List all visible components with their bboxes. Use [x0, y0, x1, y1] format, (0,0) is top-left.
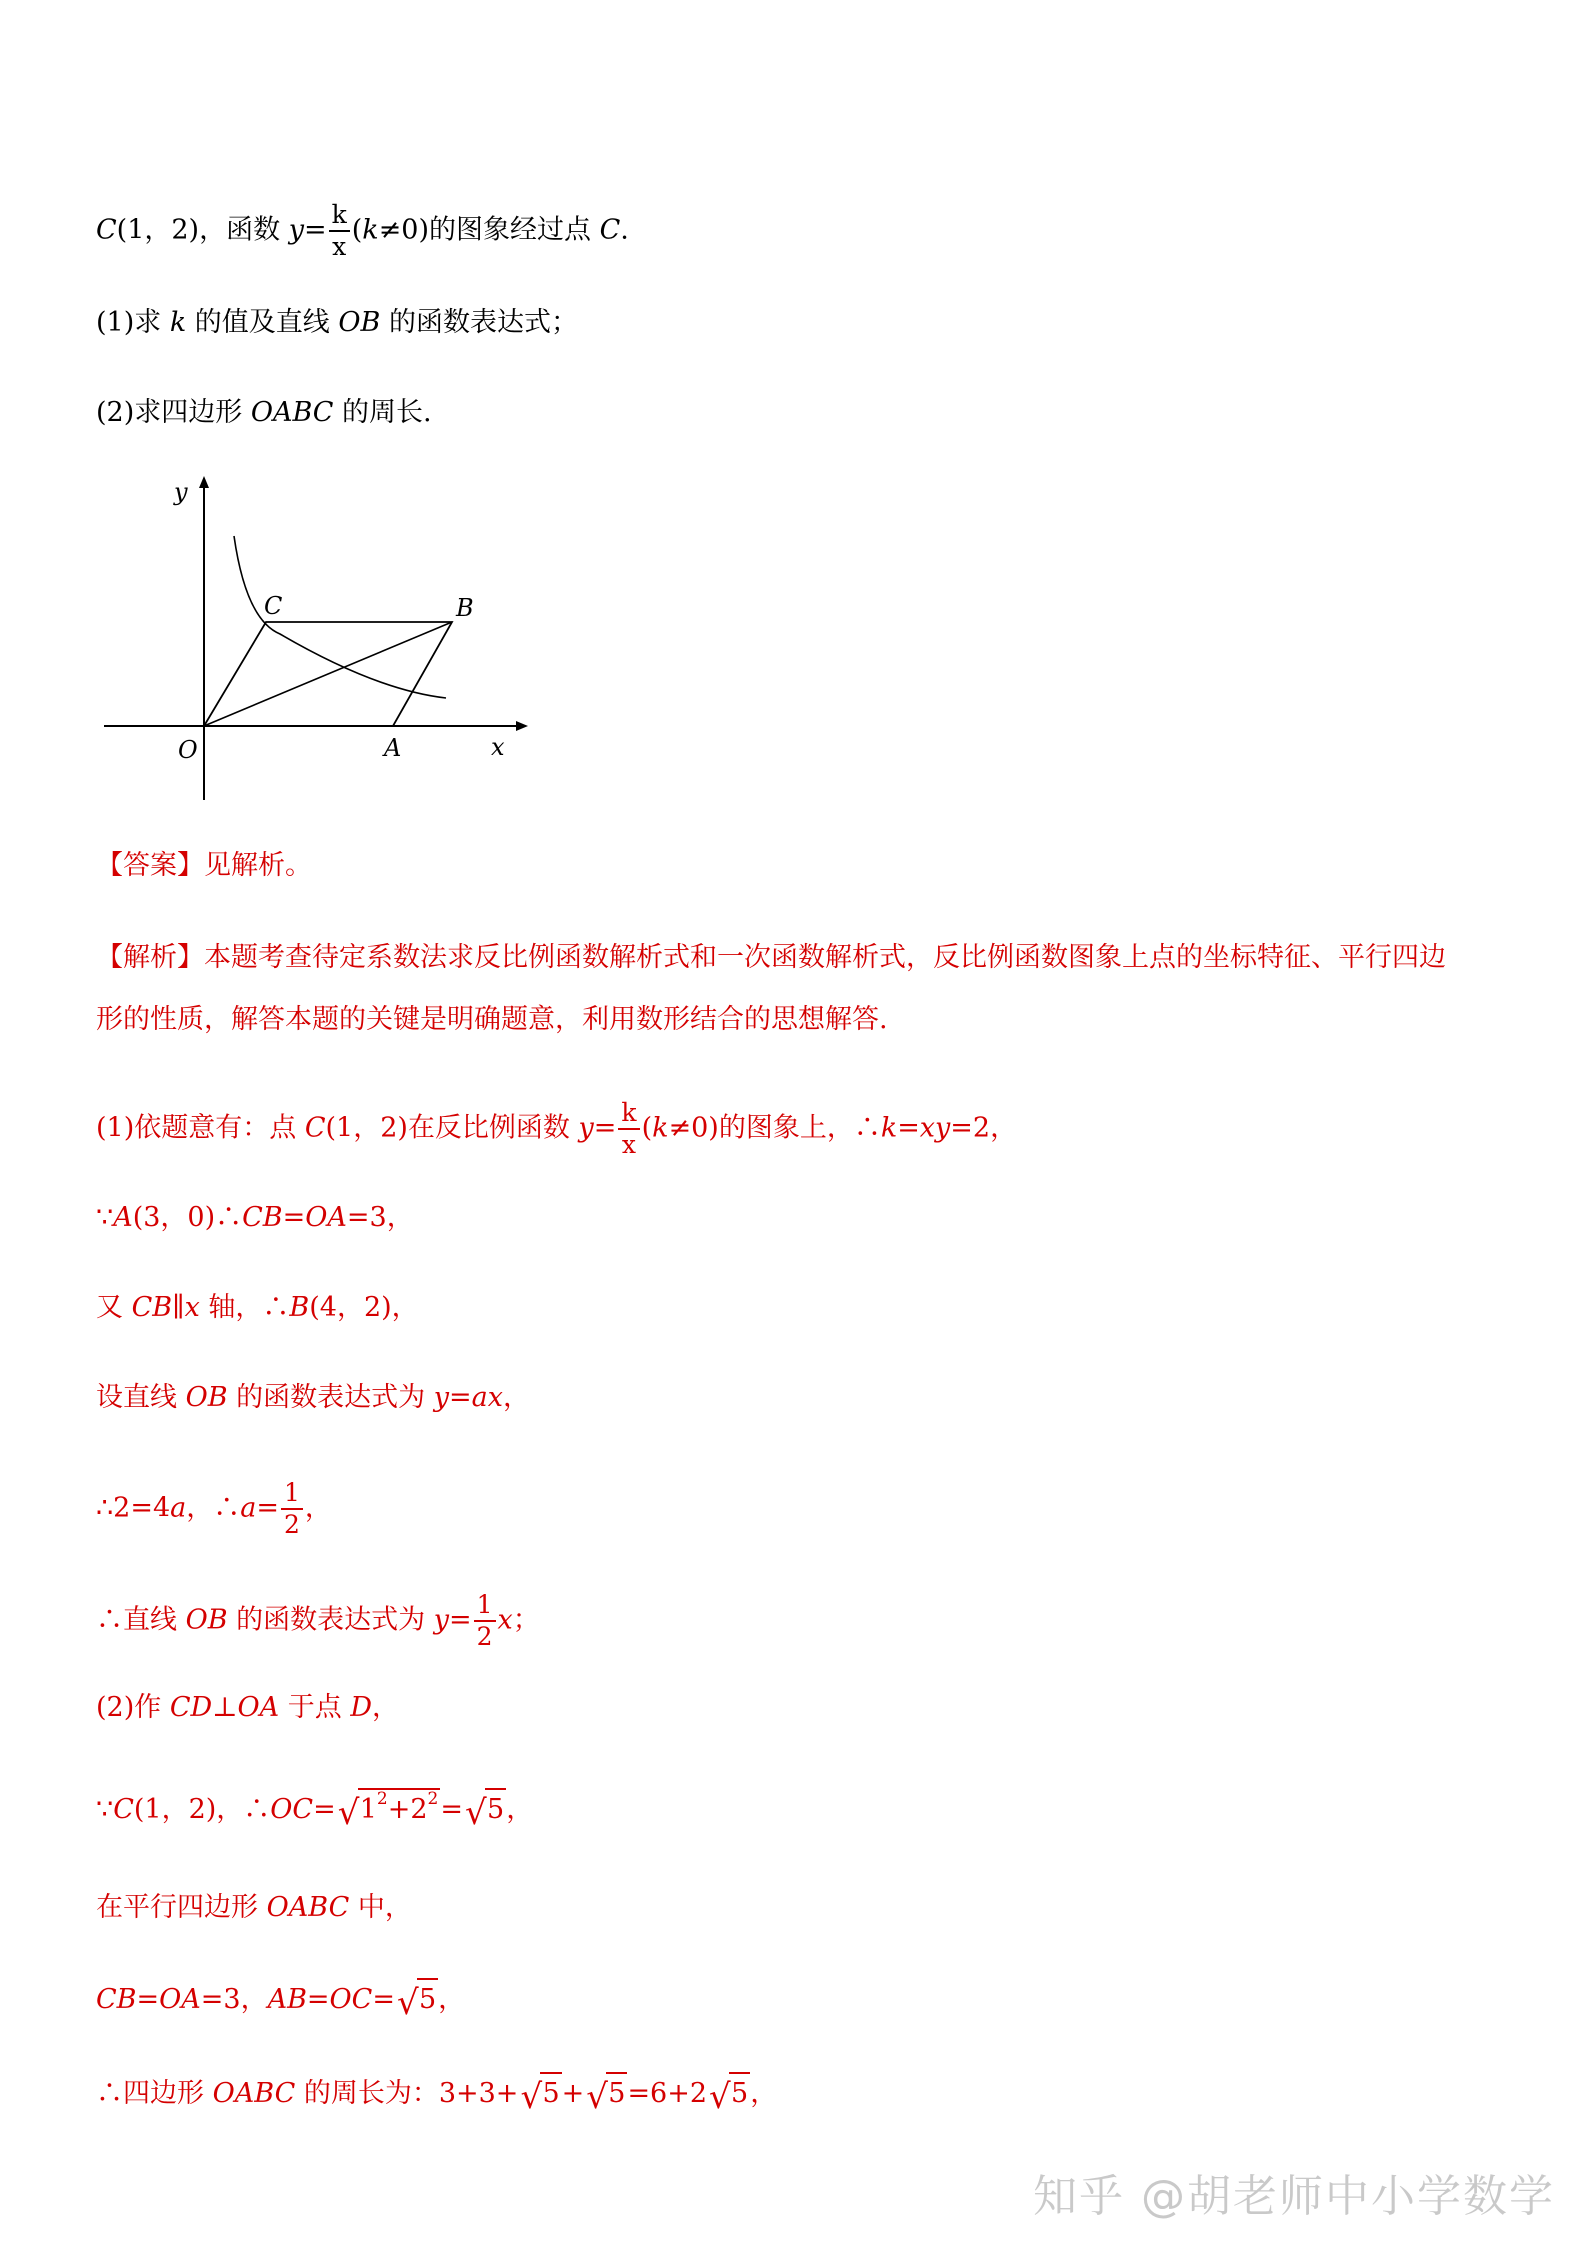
radical-sign: √: [520, 2077, 543, 2117]
text: y=: [433, 1382, 472, 1413]
sqrt-5: [586, 2072, 627, 2117]
radical-sign: √: [337, 1793, 360, 1833]
point-b-label: B: [456, 594, 474, 622]
text: ∥: [172, 1292, 185, 1323]
text: OC: [329, 1984, 373, 2015]
analysis-text-1: 本题考查待定系数法求反比例函数解析式和一次函数解析式，反比例函数图象上点的坐标特征、平行四边: [204, 942, 1446, 973]
text: OABC: [250, 397, 334, 428]
radicand: 5: [417, 1978, 438, 2020]
text: k: [362, 214, 379, 246]
text: CB: [242, 1202, 283, 1233]
fraction-denominator: x: [621, 1130, 637, 1159]
exponent: 2: [427, 1789, 439, 1809]
analysis-line-2: [96, 1000, 888, 1040]
text: y=: [578, 1112, 617, 1144]
solution-step-5: [96, 1478, 332, 1540]
text: a: [170, 1492, 187, 1524]
text: 1: [359, 1794, 377, 1825]
text: k=xy: [880, 1112, 951, 1144]
text: ≠0)的图象经过点: [378, 214, 600, 246]
watermark: 知乎 @胡老师中小学数学: [1033, 2171, 1555, 2222]
text: 在平行四边形: [96, 1892, 267, 1923]
text: (2)求四边形: [96, 397, 251, 428]
text: a: [240, 1492, 257, 1524]
text: CB: [96, 1984, 137, 2015]
text: OABC: [212, 2078, 296, 2109]
text: OC: [270, 1794, 314, 1825]
text: y=: [433, 1604, 472, 1636]
text: ∵: [96, 1202, 114, 1233]
analysis-text-2: 形的性质，解答本题的关键是明确题意，利用数形结合的思想解答.: [96, 1004, 888, 1035]
point-a-label: A: [384, 734, 402, 762]
text: k: [652, 1112, 669, 1144]
text: 3+3+: [438, 2078, 519, 2109]
fraction-denominator: x: [332, 232, 347, 261]
analysis-tag: 【解析】: [96, 942, 204, 973]
fraction-denominator: 2: [284, 1510, 300, 1539]
text: OB: [185, 1604, 228, 1636]
fraction-numerator: k: [329, 200, 350, 232]
solution-step-3: [96, 1288, 419, 1328]
text: 的函数表达式；: [380, 307, 578, 338]
radical-sign: √: [586, 2077, 608, 2117]
text: ，: [372, 1692, 400, 1723]
text: =: [440, 1794, 463, 1825]
text: ，: [750, 2078, 778, 2109]
text: =3，: [200, 1984, 268, 2015]
text: (3，0)∴: [132, 1202, 243, 1233]
sqrt-5: [709, 2072, 750, 2117]
answer-text: 见解析。: [204, 850, 312, 881]
problem-line-1: [96, 200, 629, 262]
text: x: [497, 1604, 513, 1636]
text: AB: [267, 1984, 307, 2015]
answer-line: [96, 846, 312, 886]
point-label: C: [96, 214, 117, 246]
answer-tag: 【答案】: [96, 850, 204, 881]
fraction-k-over-x: [618, 1098, 639, 1160]
y-axis-label: y: [174, 478, 188, 506]
text: =: [372, 1984, 395, 2015]
analysis-line-1: [96, 938, 1446, 978]
fraction-denominator: 2: [476, 1622, 493, 1651]
text: OA: [237, 1692, 280, 1723]
text: (1，2)，∴: [133, 1794, 271, 1825]
text: =6+2: [627, 2078, 708, 2109]
text: 设直线: [96, 1382, 186, 1413]
text: 轴，∴: [199, 1292, 290, 1323]
solution-step-11: [96, 2072, 778, 2117]
text: (: [641, 1112, 653, 1144]
text: +: [561, 2078, 585, 2109]
text: (1)依题意有：点: [96, 1112, 305, 1144]
fraction-one-half: [474, 1590, 496, 1652]
text: ax: [471, 1382, 503, 1413]
text: OABC: [266, 1892, 350, 1923]
text: 的值及直线: [186, 307, 339, 338]
radical-sign: √: [465, 1793, 487, 1833]
text: OB: [185, 1382, 228, 1413]
text: (4，2)，: [309, 1292, 419, 1323]
text: ⊥: [212, 1692, 238, 1723]
fraction-numerator: k: [618, 1098, 639, 1130]
text: 于点: [279, 1692, 351, 1723]
text: =3，: [346, 1202, 414, 1233]
text: (1，2)在反比例函数: [325, 1112, 579, 1144]
text: 的函数表达式为: [227, 1604, 434, 1636]
text: B: [289, 1292, 310, 1323]
text: ，: [438, 1984, 466, 2015]
text: 又: [96, 1292, 132, 1323]
text: ，: [304, 1492, 332, 1524]
text: (: [351, 214, 363, 246]
text: ∴直线: [96, 1604, 186, 1636]
text: x: [184, 1292, 200, 1323]
solution-step-6: [96, 1590, 540, 1652]
text: CB: [131, 1292, 173, 1323]
text: =: [282, 1202, 306, 1233]
text: D: [350, 1692, 373, 1723]
text: (1，2)，函数: [116, 214, 289, 246]
origin-label: O: [178, 736, 198, 764]
text: ∴四边形: [96, 2078, 213, 2109]
text: ∵: [96, 1794, 114, 1825]
text: =: [136, 1984, 160, 2015]
text: y=: [288, 214, 327, 246]
sqrt-5: [465, 1788, 506, 1833]
text: OB: [338, 307, 381, 338]
radicand: [358, 1788, 441, 1830]
text: OA: [159, 1984, 201, 2015]
text: +2: [387, 1794, 428, 1825]
sqrt-5: [520, 2072, 561, 2117]
text: ，: [502, 1382, 530, 1413]
text: (2)作: [96, 1692, 170, 1723]
text: ≠0)的图象上，∴: [668, 1112, 881, 1144]
text: C: [599, 214, 621, 246]
exponent: 2: [376, 1789, 388, 1809]
text: 的函数表达式为: [227, 1382, 434, 1413]
text: A: [113, 1202, 133, 1233]
fraction-one-half: [281, 1478, 303, 1540]
point-c-label: C: [264, 592, 283, 620]
radicand: 5: [540, 2072, 561, 2114]
text: k: [169, 307, 187, 338]
question-2: [96, 393, 432, 433]
text: 的周长.: [333, 397, 432, 428]
radicand: 5: [485, 1788, 506, 1830]
x-axis-label: x: [491, 733, 505, 761]
text: ；: [512, 1604, 540, 1636]
solution-step-10: [96, 1978, 466, 2023]
text: C: [113, 1794, 134, 1825]
solution-step-2: [96, 1198, 414, 1238]
text: (1)求: [96, 307, 170, 338]
text: OA: [305, 1202, 347, 1233]
text: =: [256, 1492, 280, 1524]
text: .: [620, 214, 629, 246]
text: =: [313, 1794, 336, 1825]
solution-step-8: [96, 1788, 534, 1833]
solution-step-1: [96, 1098, 1017, 1160]
text: C: [304, 1112, 326, 1144]
radicand: 5: [729, 2072, 750, 2114]
text: CD: [169, 1692, 213, 1723]
solution-step-9: [96, 1888, 412, 1928]
text: 的周长为：: [295, 2078, 439, 2109]
fraction-numerator: 1: [281, 1478, 303, 1510]
figure-background: [96, 470, 536, 815]
radical-sign: √: [709, 2077, 731, 2117]
text: =: [306, 1984, 330, 2015]
text: ，: [506, 1794, 534, 1825]
text: =2，: [950, 1112, 1018, 1144]
fraction-k-over-x: [329, 200, 350, 262]
text: ∴2=4: [96, 1492, 171, 1524]
radical-sign: √: [396, 1983, 419, 2023]
coordinate-figure: [96, 470, 536, 815]
sqrt-5: [396, 1978, 438, 2023]
text: ，∴: [186, 1492, 241, 1524]
fraction-numerator: 1: [474, 1590, 496, 1622]
solution-step-7: [96, 1688, 399, 1728]
radicand: 5: [606, 2072, 627, 2114]
question-1: [96, 303, 578, 343]
sqrt-expression: [337, 1788, 441, 1833]
text: 中，: [349, 1892, 412, 1923]
solution-step-4: [96, 1378, 530, 1418]
